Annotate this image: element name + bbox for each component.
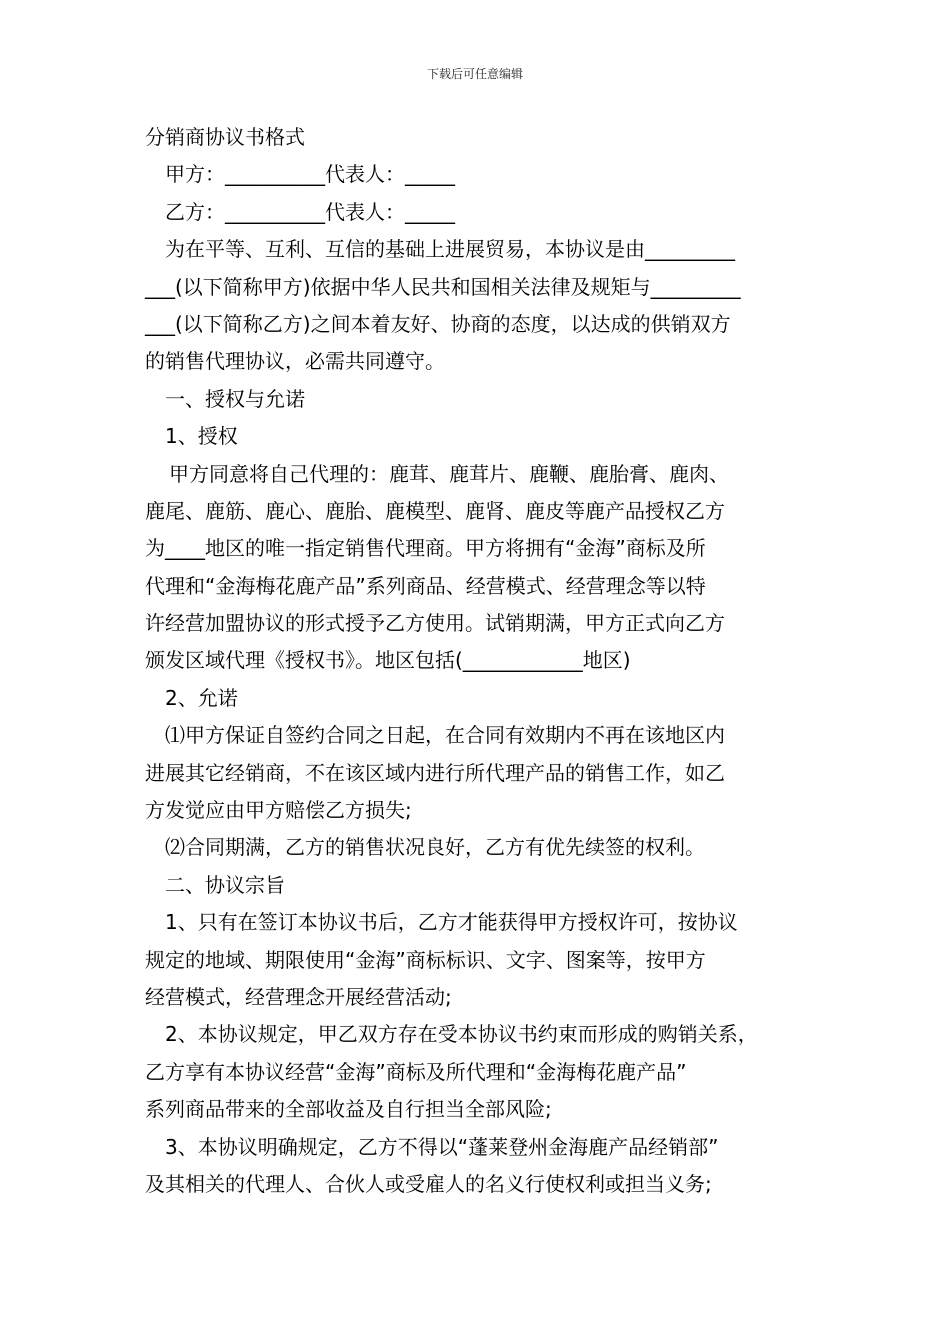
- page-header: 下载后可任意编辑: [426, 67, 523, 81]
- section-heading: 二、协议宗旨: [165, 872, 285, 897]
- paragraph-line: ⑵合同期满，乙方的销售状况良好，乙方有优先续签的权利。: [165, 835, 705, 860]
- paragraph-line: 经营模式，经营理念开展经营活动;: [145, 984, 452, 1009]
- paragraph-line: 规定的地域、期限使用“金海”商标标识、文字、图案等，按甲方: [145, 947, 706, 972]
- paragraph-line: 乙方享有本协议经营“金海”商标及所代理和“金海梅花鹿产品”: [145, 1059, 687, 1084]
- paragraph-line: 许经营加盟协议的形式授予乙方使用。试销期满，甲方正式向乙方: [145, 611, 725, 636]
- section-heading: 一、授权与允诺: [165, 386, 305, 411]
- subsection-heading: 1、授权: [165, 424, 238, 449]
- paragraph-line: 2、本协议规定，甲乙双方存在受本协议书约束而形成的购销关系，: [165, 1022, 758, 1047]
- subsection-heading: 2、允诺: [165, 685, 238, 710]
- party-b-line: 乙方：__________代表人：_____: [165, 199, 455, 224]
- paragraph-line: 进展其它经销商，不在该区域内进行所代理产品的销售工作，如乙: [145, 760, 725, 785]
- paragraph-line: 甲方同意将自己代理的：鹿茸、鹿茸片、鹿鞭、鹿胎膏、鹿肉、: [169, 461, 729, 486]
- preamble-line: ___(以下简称甲方)依据中华人民共和国相关法律及规矩与_________: [145, 274, 741, 299]
- paragraph-line: 颁发区域代理《授权书》。地区包括(____________地区): [145, 648, 631, 673]
- paragraph-line: 为____地区的唯一指定销售代理商。甲方将拥有“金海”商标及所: [145, 536, 706, 561]
- party-a-line: 甲方：__________代表人：_____: [165, 162, 455, 187]
- document-title: 分销商协议书格式: [145, 125, 305, 149]
- paragraph-line: 及其相关的代理人、合伙人或受雇人的名义行使权利或担当义务;: [145, 1171, 712, 1196]
- paragraph-line: 1、只有在签订本协议书后，乙方才能获得甲方授权许可，按协议: [165, 910, 738, 935]
- preamble-line: 为在平等、互利、互信的基础上进展贸易，本协议是由_________: [165, 237, 735, 262]
- preamble-line: ___(以下简称乙方)之间本着友好、协商的态度，以达成的供销双方: [145, 311, 731, 336]
- document-body: [145, 119, 815, 1203]
- paragraph-line: 系列商品带来的全部收益及自行担当全部风险;: [145, 1097, 552, 1122]
- paragraph-line: 方发觉应由甲方赔偿乙方损失;: [145, 798, 412, 823]
- paragraph-line: 鹿尾、鹿筋、鹿心、鹿胎、鹿模型、鹿肾、鹿皮等鹿产品授权乙方: [145, 498, 725, 523]
- paragraph-line: 代理和“金海梅花鹿产品”系列商品、经营模式、经营理念等以特: [145, 573, 706, 598]
- paragraph-line: 3、本协议明确规定，乙方不得以“蓬莱登州金海鹿产品经销部”: [165, 1134, 719, 1159]
- preamble-line: 的销售代理协议，必需共同遵守。: [145, 349, 445, 374]
- paragraph-line: ⑴甲方保证自签约合同之日起，在合同有效期内不再在该地区内: [165, 723, 725, 748]
